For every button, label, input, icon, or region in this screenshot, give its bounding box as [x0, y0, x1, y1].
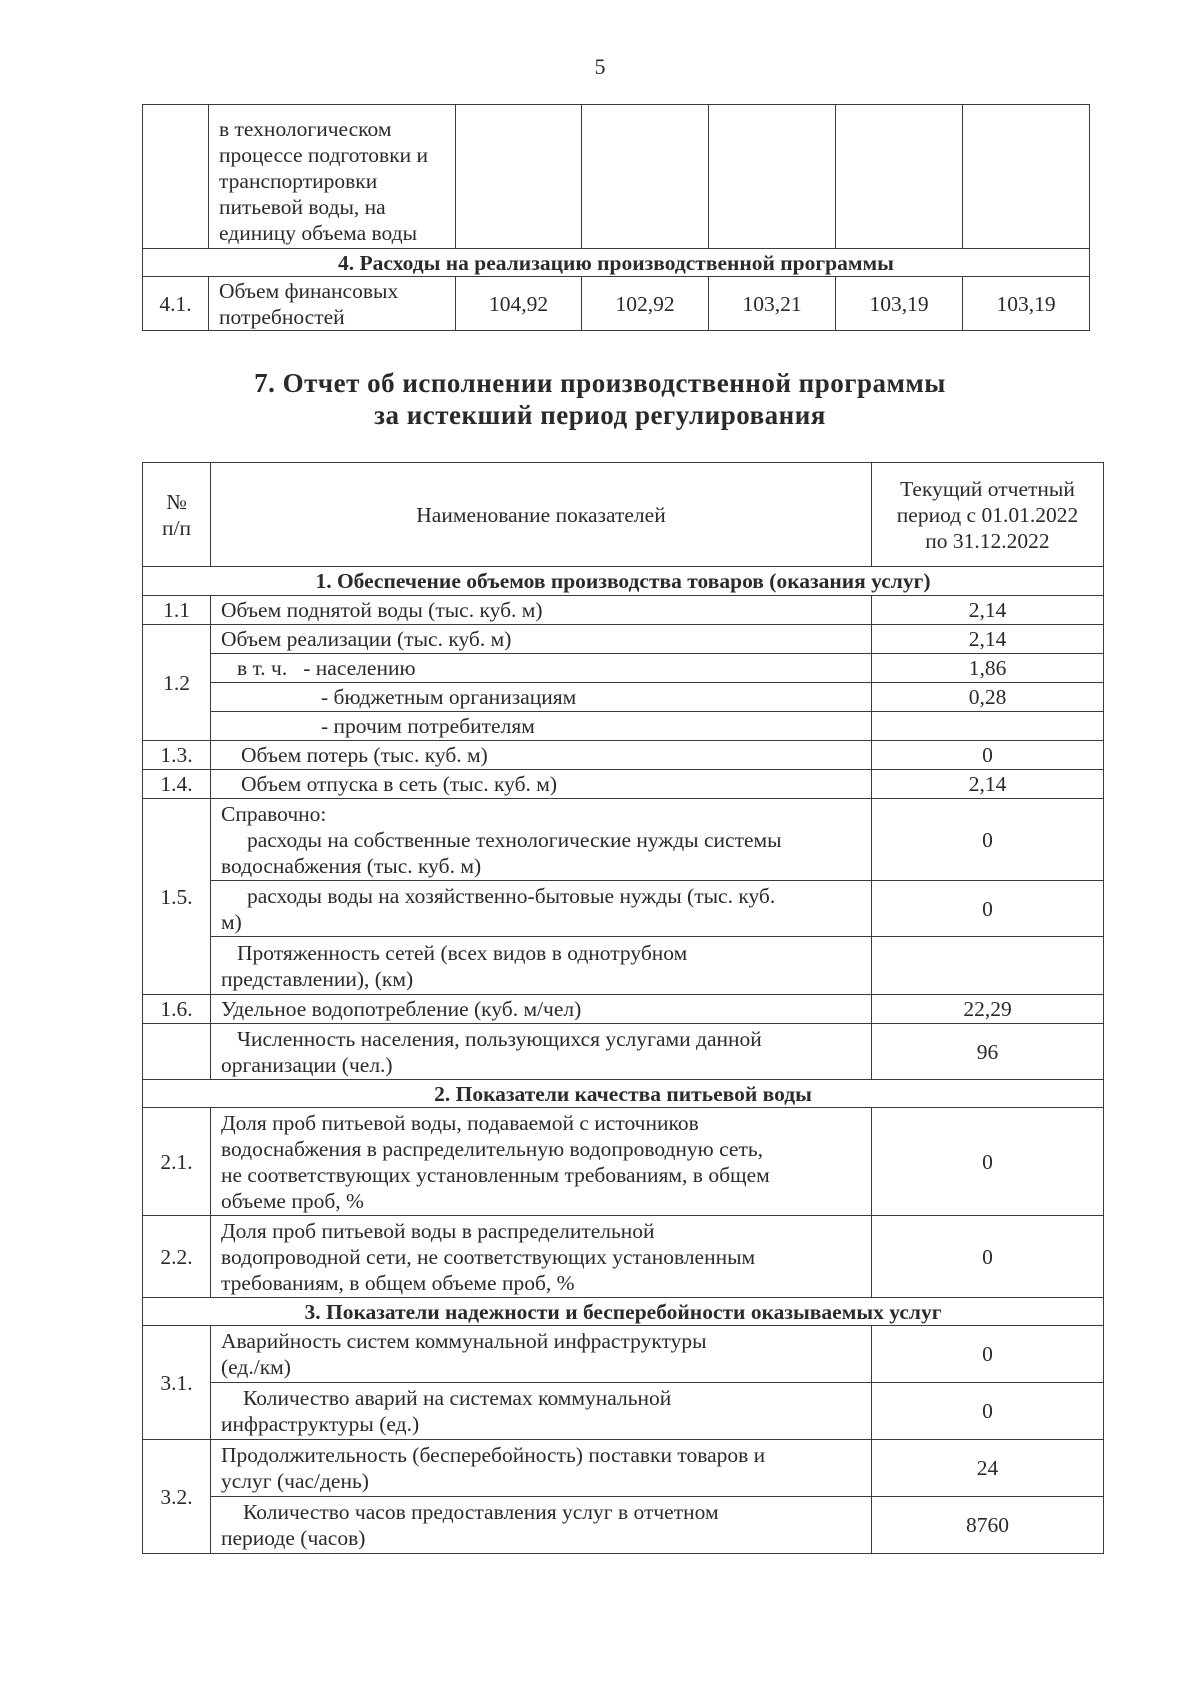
row-name: - прочим потребителям [211, 712, 872, 741]
table-cell-empty [709, 105, 836, 249]
table-row [143, 654, 1104, 683]
text-line: № [166, 489, 187, 514]
row-name [209, 277, 456, 331]
value-cell: 2,14 [872, 770, 1104, 799]
row-name [211, 1216, 872, 1298]
value-cell: 102,92 [582, 277, 709, 331]
table-cell-empty [582, 105, 709, 249]
text-line: Текущий отчетный [900, 476, 1075, 501]
value-cell [872, 937, 1104, 995]
value-cell: 0 [872, 881, 1104, 937]
text-line: Аварийность систем коммунальной инфраструктуры [221, 1329, 707, 1353]
report-table [142, 462, 1104, 1554]
section-3-title: 3. Показатели надежности и бесперебойности оказываемых услуг [143, 1298, 1104, 1326]
value-cell: 104,92 [456, 277, 582, 331]
value-cell: 103,19 [963, 277, 1090, 331]
table-row [143, 937, 1104, 995]
text-line: расходы воды на хозяйственно-бытовые нужды (тыс. куб. [247, 883, 776, 908]
report-title-line-1: 7. Отчет об исполнении производственной программы [254, 368, 946, 398]
value-cell [872, 712, 1104, 741]
row-name: Объем реализации (тыс. куб. м) [211, 625, 872, 654]
prefix-label: в т. ч. [237, 656, 288, 680]
table-row [143, 799, 1104, 881]
text-line: потребностей [219, 304, 345, 329]
row-name: - бюджетным организациям [211, 683, 872, 712]
row-number: 4.1. [143, 277, 209, 331]
value-cell: 0 [872, 741, 1104, 770]
text-line: п/п [162, 515, 191, 540]
text-line: питьевой воды, на [219, 195, 386, 219]
header-row [143, 463, 1104, 567]
value-cell: 0 [872, 1326, 1104, 1383]
table-row [143, 1440, 1104, 1497]
value-cell: 103,19 [836, 277, 963, 331]
value-cell: 0 [872, 1108, 1104, 1216]
text-line: Количество аварий на системах коммунальной [243, 1386, 672, 1410]
row-name [211, 1024, 872, 1080]
table-row [143, 1497, 1104, 1554]
table-row [143, 712, 1104, 741]
text-line: Доля проб питьевой воды, подаваемой с источников [221, 1110, 699, 1135]
row-name [211, 799, 872, 881]
section-row [143, 1298, 1104, 1326]
header-number [143, 463, 211, 567]
text-line: периоде (часов) [221, 1526, 366, 1550]
text-line: в технологическом [219, 117, 392, 141]
section-row [143, 1080, 1104, 1108]
text-line: Объем финансовых [219, 278, 399, 303]
text-line: процессе подготовки и [219, 143, 429, 167]
text-line: по 31.12.2022 [925, 528, 1050, 553]
value-cell: 24 [872, 1440, 1104, 1497]
text-line: представлении), (км) [221, 966, 414, 991]
table-row [143, 683, 1104, 712]
row-number: 1.6. [143, 995, 211, 1024]
text-line: Численность населения, пользующихся услугами данной [237, 1026, 762, 1051]
text-line: не соответствующих установленным требованиям, в общем [221, 1162, 770, 1187]
value-cell: 0 [872, 1383, 1104, 1440]
value-cell: 8760 [872, 1497, 1104, 1554]
text-line: Протяженность сетей (всех видов в однотрубном [237, 940, 688, 965]
text-line: Количество часов предоставления услуг в отчетном [243, 1500, 719, 1524]
value-cell: 1,86 [872, 654, 1104, 683]
text-line: водоснабжения (тыс. куб. м) [221, 853, 482, 878]
subitem-label: - населению [303, 656, 416, 680]
text-line: организации (чел.) [221, 1052, 393, 1077]
table-row [143, 1024, 1104, 1080]
text-line: единицу объема воды [219, 221, 418, 245]
row-name: Объем поднятой воды (тыс. куб. м) [211, 596, 872, 625]
table-row [143, 625, 1104, 654]
table-row [143, 881, 1104, 937]
table-cell-empty [143, 1024, 211, 1080]
table-row [143, 596, 1104, 625]
text-line: инфраструктуры (ед.) [221, 1412, 420, 1436]
table-row [143, 1108, 1104, 1216]
page-number: 5 [594, 54, 606, 79]
row-name [211, 654, 872, 683]
section-1-title: 1. Обеспечение объемов производства товаров (оказания услуг) [143, 567, 1104, 596]
table-cell-empty [836, 105, 963, 249]
table-row [143, 277, 1090, 331]
text-line: водопроводной сети, не соответствующих установленным [221, 1244, 756, 1269]
row-name: Удельное водопотребление (куб. м/чел) [211, 995, 872, 1024]
text-line: водоснабжения в распределительную водопроводную сеть, [221, 1136, 764, 1161]
production-program-table-continued [142, 104, 1090, 331]
row-number: 1.3. [143, 741, 211, 770]
text-line: расходы на собственные технологические нужды системы [247, 827, 782, 852]
table-cell-empty [963, 105, 1090, 249]
row-number: 1.1 [143, 596, 211, 625]
value-cell: 0 [872, 799, 1104, 881]
text-line: объеме проб, % [221, 1188, 364, 1213]
row-number: 2.1. [143, 1108, 211, 1216]
row-name [211, 1383, 872, 1440]
table-row [143, 741, 1104, 770]
section-row [143, 249, 1090, 277]
row-name [211, 1497, 872, 1554]
table-row [143, 105, 1090, 249]
row-name [211, 1108, 872, 1216]
text-line: услуг (час/день) [221, 1469, 369, 1493]
section-2-title: 2. Показатели качества питьевой воды [143, 1080, 1104, 1108]
row-name [211, 937, 872, 995]
text-line: транспортировки [219, 169, 378, 193]
header-name: Наименование показателей [211, 463, 872, 567]
row-name: Объем потерь (тыс. куб. м) [211, 741, 872, 770]
value-cell: 22,29 [872, 995, 1104, 1024]
row-name: Объем отпуска в сеть (тыс. куб. м) [211, 770, 872, 799]
row-number: 2.2. [143, 1216, 211, 1298]
table-row [143, 995, 1104, 1024]
text-line: период с 01.01.2022 [896, 502, 1079, 527]
text-line: м) [221, 909, 242, 934]
row-number: 3.2. [143, 1440, 211, 1554]
value-cell: 0,28 [872, 683, 1104, 712]
value-cell: 103,21 [709, 277, 836, 331]
table-row [143, 770, 1104, 799]
table-row [143, 1383, 1104, 1440]
text-line: (ед./км) [221, 1355, 291, 1379]
text-line: требованиям, в общем объеме проб, % [221, 1270, 575, 1295]
text-line: Продолжительность (бесперебойность) поставки товаров и [221, 1443, 766, 1467]
header-period [872, 463, 1104, 567]
row-number: 1.2 [143, 625, 211, 741]
section-row [143, 567, 1104, 596]
value-cell: 2,14 [872, 625, 1104, 654]
value-cell: 2,14 [872, 596, 1104, 625]
row-name [211, 881, 872, 937]
row-number: 3.1. [143, 1326, 211, 1440]
row-name [211, 1326, 872, 1383]
value-cell: 96 [872, 1024, 1104, 1080]
report-title-line-2: за истекший период регулирования [374, 400, 826, 430]
text-line: Доля проб питьевой воды в распределительной [221, 1218, 655, 1243]
value-cell: 0 [872, 1216, 1104, 1298]
row-name [211, 1440, 872, 1497]
section-4-title: 4. Расходы на реализацию производственной программы [143, 249, 1090, 277]
row-number: 1.5. [143, 799, 211, 995]
table-row [143, 1216, 1104, 1298]
table-cell-empty [456, 105, 582, 249]
text-line: Справочно: [221, 801, 327, 826]
continued-row-name [209, 105, 456, 249]
table-cell-empty [143, 105, 209, 249]
table-row [143, 1326, 1104, 1383]
row-number: 1.4. [143, 770, 211, 799]
